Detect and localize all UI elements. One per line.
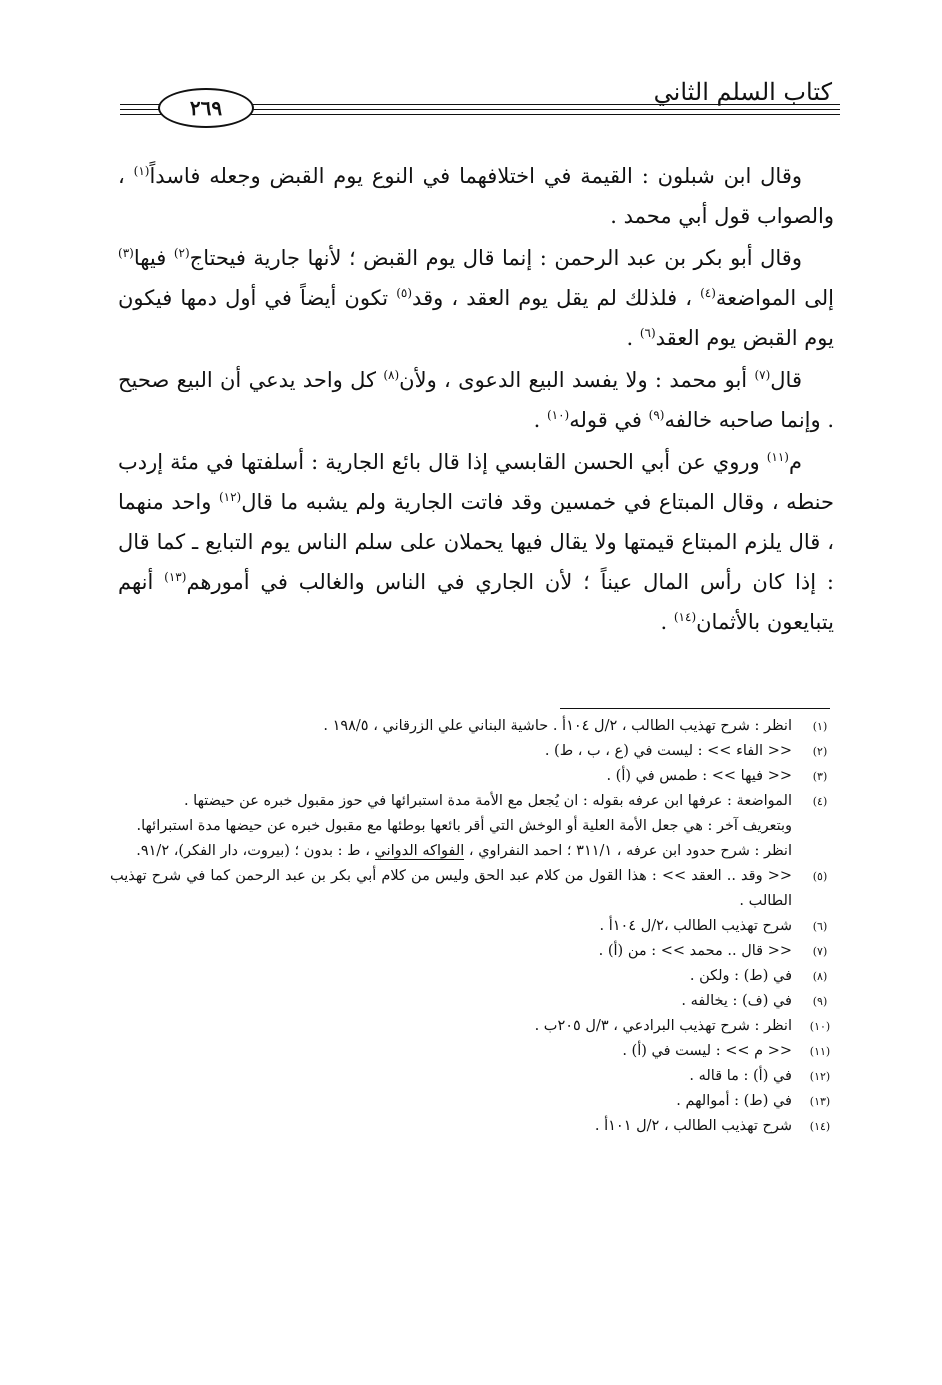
footnote-ref[interactable]: (١٤) bbox=[673, 610, 697, 624]
footnote-ref[interactable]: (٤) bbox=[700, 286, 716, 300]
footnote-text: << م >> : ليست في (أ) . bbox=[622, 1043, 792, 1059]
footnote-text: << الفاء >> : ليست في (ع ، ب ، ط) . bbox=[544, 743, 792, 759]
text-segment: . bbox=[660, 610, 674, 634]
footnote-number: (١٠) bbox=[809, 1020, 831, 1033]
text-segment: تكون أيضاً في أول دمها فيكون يوم القبض يوم العقد bbox=[118, 286, 834, 350]
footnote-2 bbox=[110, 739, 836, 764]
footnote-number: (٣) bbox=[812, 770, 828, 783]
page-number: ٢٦٩ bbox=[158, 88, 254, 128]
footnote-number: (١٢) bbox=[809, 1070, 831, 1083]
footnote-13 bbox=[110, 1089, 836, 1114]
footnote-number: (١) bbox=[812, 720, 828, 733]
paragraph-4 bbox=[118, 442, 834, 642]
footnote-text: في (ط) : ولكن . bbox=[689, 968, 792, 984]
text-segment: أبو محمد : ولا يفسد البيع الدعوى ، ولأن bbox=[399, 368, 755, 392]
footnote-text: شرح تهذيب الطالب ،٢/ل ١٠٤أ . bbox=[599, 918, 792, 934]
footnote-number: (١٣) bbox=[809, 1095, 831, 1108]
footnote-ref[interactable]: (١٠) bbox=[546, 408, 570, 422]
text-segment: وقال أبو بكر بن عبد الرحمن : إنما قال يوم القبض ؛ لأنها جارية فيحتاج bbox=[189, 246, 802, 270]
footnote-7 bbox=[110, 939, 836, 964]
paragraph-3 bbox=[118, 360, 834, 440]
footnote-number: (٨) bbox=[812, 970, 828, 983]
footnote-text: في (ط) : أموالهم . bbox=[676, 1093, 792, 1109]
text-segment: وقال ابن شبلون : القيمة في اختلافهما في النوع يوم القبض وجعله فاسداً bbox=[149, 164, 803, 188]
footnote-text: المواضعة : عرفها ابن عرفه بقوله : ان يُجعل مع الأمة مدة استبرائها في حوز مقبول خبره عن حيضتها . bbox=[183, 793, 792, 809]
footnote-ref[interactable]: (٦) bbox=[639, 326, 656, 340]
footnote-ref[interactable]: (١٢) bbox=[218, 490, 242, 504]
footnote-number: (١٤) bbox=[809, 1120, 831, 1133]
text-segment: فيها bbox=[133, 246, 174, 270]
footnote-12 bbox=[110, 1064, 836, 1089]
footnote-11 bbox=[110, 1039, 836, 1064]
footnote-ref[interactable]: (٧) bbox=[754, 368, 771, 382]
footnote-separator bbox=[560, 708, 830, 709]
text-segment: ، فلذلك لم يقل يوم العقد ، وقد bbox=[412, 286, 701, 310]
footnote-text: << فيها >> : طمس في (أ) . bbox=[606, 768, 792, 784]
footnote-number: (٥) bbox=[812, 870, 828, 883]
footnote-6 bbox=[110, 914, 836, 939]
footnote-number: (٦) bbox=[812, 920, 828, 933]
text-segment: ، والصواب قول أبي محمد . bbox=[118, 164, 834, 228]
footnote-ref[interactable]: (١١) bbox=[766, 450, 789, 464]
footnote-number: (٩) bbox=[812, 995, 828, 1008]
reference-text: انظر : شرح حدود ابن عرفه ، ٣١١/١ ؛ احمد النفراوي ، bbox=[464, 843, 792, 859]
main-text bbox=[118, 156, 834, 644]
footnote-ref[interactable]: (١٣) bbox=[164, 570, 187, 584]
text-segment: إلى المواضعة bbox=[715, 286, 834, 310]
text-segment: وروي عن أبي الحسن القابسي إذا قال بائع الجارية : أسلفتها في مئة إردب حنطه ، وقال المبتاع في خمسين وقد فاتت الجارية ولم يشبه ما قال bbox=[118, 450, 834, 514]
footnote-4-reference bbox=[110, 839, 836, 864]
footnote-5 bbox=[110, 864, 836, 914]
text-segment: قال bbox=[770, 368, 802, 392]
footnote-14 bbox=[110, 1114, 836, 1139]
footnotes bbox=[110, 714, 836, 1139]
book-title: كتاب السلم الثاني bbox=[653, 78, 832, 106]
footnote-10 bbox=[110, 1014, 836, 1039]
book-title-underlined: الفواكه الدواني bbox=[374, 843, 465, 859]
footnote-ref[interactable]: (٢) bbox=[173, 246, 190, 260]
footnote-4-continuation: وبتعريف آخر : هي جعل الأمة العلية أو الوخش التي أقر بائعها بوطئها مع مقبول خبره عن حيضها مدة استبرائها. bbox=[136, 818, 792, 834]
footnote-text: في (أ) : ما قاله . bbox=[689, 1068, 792, 1084]
text-segment: . bbox=[533, 408, 547, 432]
footnote-8 bbox=[110, 964, 836, 989]
text-segment: م bbox=[788, 450, 802, 474]
text-segment: في قوله bbox=[569, 408, 649, 432]
footnote-ref[interactable]: (٣) bbox=[118, 246, 134, 260]
footnote-number: (١١) bbox=[809, 1045, 831, 1058]
footnote-text: في (ف) : يخالفه . bbox=[681, 993, 792, 1009]
footnote-text: << وقد .. العقد >> : هذا القول من كلام عبد الحق وليس من كلام أبي بكر بن عبد الرحمن كما في شرح تهذيب الطالب . bbox=[110, 868, 792, 909]
paragraph-2 bbox=[118, 238, 834, 358]
text-segment: . bbox=[626, 326, 640, 350]
footnote-text: انظر : شرح تهذيب الطالب ، ٢/ل ١٠٤أ . حاشية البناني علي الزرقاني ، ١٩٨/٥ . bbox=[323, 718, 792, 734]
footnote-text: شرح تهذيب الطالب ، ٢/ل ١٠١أ . bbox=[594, 1118, 792, 1134]
reference-text: ، ط : بدون ؛ (بيروت، دار الفكر)، ٩١/٢. bbox=[136, 843, 375, 859]
footnote-9 bbox=[110, 989, 836, 1014]
footnote-number: (٢) bbox=[812, 745, 828, 758]
footnote-ref[interactable]: (٩) bbox=[648, 408, 665, 422]
footnote-4 bbox=[110, 789, 836, 814]
footnote-3 bbox=[110, 764, 836, 789]
text-segment: كل واحد يدعي أن البيع صحيح . وإنما صاحبه خالفه bbox=[118, 368, 834, 432]
footnote-number: (٧) bbox=[812, 945, 828, 958]
text-segment: واحد منهما ، قال يلزم المبتاع قيمتها ولا يقال فيها يحملان على سلم الناس يوم التبايع ـ كما قال : إذا كان رأس المال عيناً ؛ لأن الجاري في الناس والغالب في أمورهم bbox=[118, 490, 834, 594]
footnote-number: (٤) bbox=[812, 795, 828, 808]
footnote-text: << قال .. محمد >> : من (أ) . bbox=[598, 943, 792, 959]
paragraph-1 bbox=[118, 156, 834, 236]
footnote-ref[interactable]: (٥) bbox=[396, 286, 413, 300]
footnote-text: انظر : شرح تهذيب البرادعي ، ٣/ل ٢٠٥ب . bbox=[534, 1018, 792, 1034]
footnote-ref[interactable]: (١) bbox=[133, 164, 150, 178]
footnote-1 bbox=[110, 714, 836, 739]
footnote-ref[interactable]: (٨) bbox=[383, 368, 400, 382]
text-segment: أنهم يتبايعون بالأثمان bbox=[118, 570, 834, 634]
